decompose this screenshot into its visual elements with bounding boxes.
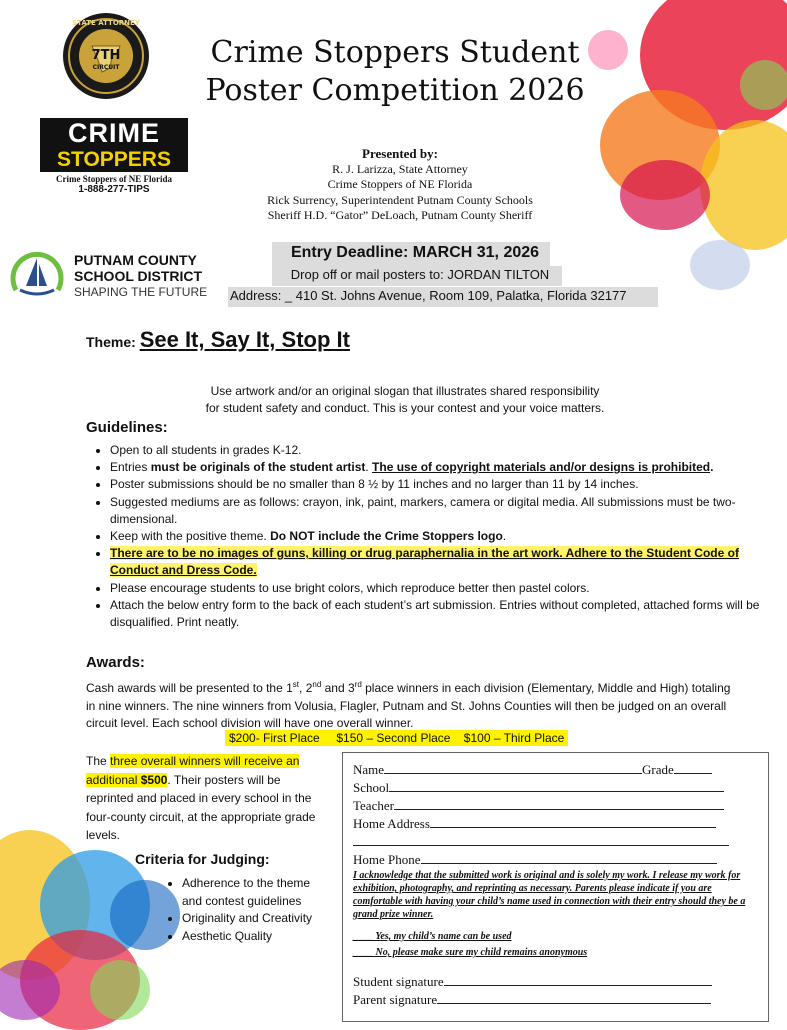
presenter-line: Sheriff H.D. “Gator” DeLoach, Putnam County Sheriff: [267, 208, 533, 222]
title-line-2: Poster Competition 2026: [205, 73, 585, 108]
crime-logo-word1: CRIME: [40, 118, 188, 148]
district-name-2: SCHOOL DISTRICT: [74, 268, 203, 284]
guidelines-heading: Guidelines:: [86, 419, 168, 436]
title-line-1: Crime Stoppers Student: [210, 35, 580, 70]
crime-logo-caption: Crime Stoppers of NE Florida: [56, 174, 172, 184]
mailing-address: Address: _ 410 St. Johns Avenue, Room 109, Palatka, Florida 32177: [230, 288, 627, 303]
prize-amounts: $200- First Place $150 – Second Place $100 – Third Place: [225, 730, 568, 746]
criteria-item: and contest guidelines: [182, 893, 302, 908]
criteria-heading: Criteria for Judging:: [135, 851, 270, 867]
name-field[interactable]: [384, 761, 642, 774]
seal-top-text: STATE ATTORNEY: [72, 19, 140, 27]
crime-stoppers-logo: [40, 118, 188, 195]
parent-signature-label: Parent signature: [353, 992, 438, 1007]
theme: [86, 327, 350, 353]
presented-heading: Presented by:: [362, 146, 438, 161]
criteria-item: • Adherence to the theme: [182, 875, 312, 893]
guideline-item: • Open to all students in grades K-12.: [110, 442, 780, 459]
awards-description: Cash awards will be presented to the 1st, 2nd and 3rd place winners in each division (Elementary, Middle and High) totaling in nine winners. The nine winners from Volusia, Flagler, Putnam and St. Johns Counties will then be judged on an overall circuit level. Each school division will have one overall winner.: [86, 680, 731, 730]
criteria-list: [168, 875, 312, 945]
criteria-item: • Aesthetic Quality: [182, 928, 312, 946]
student-signature-label: Student signature: [353, 974, 444, 989]
teacher-label: Teacher: [353, 798, 394, 813]
intro-line-1: Use artwork and/or an original slogan that illustrates shared responsibility: [210, 384, 600, 398]
consent-yes[interactable]: ____ Yes, my child’s name can be used: [353, 931, 512, 942]
home-address-field-2[interactable]: [353, 833, 729, 846]
name-label: Name: [353, 762, 385, 777]
guideline-item: • Keep with the positive theme. Do NOT include the Crime Stoppers logo.: [110, 528, 780, 545]
home-address-label: Home Address: [353, 816, 430, 831]
district-tagline: SHAPING THE FUTURE: [74, 285, 208, 299]
home-address-field[interactable]: [430, 815, 716, 828]
presenter-line: Crime Stoppers of NE Florida: [327, 177, 473, 191]
dropoff-instructions: Drop off or mail posters to: JORDAN TILTON: [290, 267, 550, 282]
intro-line-2: for student safety and conduct. This is your contest and your voice matters.: [205, 401, 605, 415]
guideline-item: • Entries must be originals of the student artist. The use of copyright materials and/or designs is prohibited.: [110, 459, 780, 476]
entry-deadline: Entry Deadline: MARCH 31, 2026: [290, 244, 540, 261]
awards-heading: Awards:: [86, 654, 145, 671]
seal-bottom-text: CIRCUIT: [92, 64, 120, 71]
teacher-field[interactable]: [394, 797, 724, 810]
district-name-1: PUTNAM COUNTY: [74, 252, 197, 268]
school-field[interactable]: [389, 779, 724, 792]
presented-by: [240, 146, 560, 224]
guideline-item: • Poster submissions should be no smaller than 8 ½ by 11 inches and no larger than 11 by 14 inches.: [110, 476, 780, 493]
intro-text: [170, 383, 640, 417]
crime-logo-phone: 1-888-277-TIPS: [78, 184, 150, 195]
grade-label: Grade: [642, 762, 674, 777]
student-signature-field[interactable]: [444, 973, 712, 986]
theme-value: See It, Say It, Stop It: [139, 327, 350, 352]
school-label: School: [353, 780, 390, 795]
grade-field[interactable]: [674, 761, 712, 774]
guideline-item: • There are to be no images of guns, killing or drug paraphernalia in the art work. Adhere to the Student Code of Conduct and Dress Code.: [110, 545, 780, 579]
state-attorney-seal: [62, 12, 150, 100]
presenter-line: Rick Surrency, Superintendent Putnam County Schools: [267, 192, 533, 207]
entry-form: [342, 752, 769, 1022]
overall-winners-text: The three overall winners will receive an additional $500. Their posters will be reprinted and placed in every school in the four-county circuit, at the appropriate grade levels.: [86, 754, 316, 842]
theme-label: Theme:: [86, 334, 140, 350]
home-phone-label: Home Phone: [353, 852, 421, 867]
crime-logo-word2: STOPPERS: [40, 148, 188, 172]
acknowledgement-text: I acknowledge that the submitted work is original and is solely my work. I release my work for exhibition, photography, and reprinting as necessary. Parents please indicate if you are comfortable with having your child’s name used in connection with their entry should they be a grand prize winner.: [353, 870, 746, 920]
school-district-logo: [8, 248, 223, 304]
guideline-item: • Please encourage students to use bright colors, which reproduce better then pastel colors.: [110, 580, 780, 597]
guidelines-list: [88, 442, 780, 631]
presenter-line: R. J. Larizza, State Attorney: [332, 161, 468, 176]
criteria-item: • Originality and Creativity: [182, 910, 312, 928]
guideline-item: • Attach the below entry form to the back of each student’s art submission. Entries without completed, attached forms will be disqualified. Print neatly.: [110, 597, 780, 631]
consent-no[interactable]: ____ No, please make sure my child remains anonymous: [353, 947, 588, 958]
home-phone-field[interactable]: [421, 851, 717, 864]
seal-mid-text: 7TH: [91, 48, 121, 63]
page-title: [170, 34, 620, 110]
guideline-item: • Suggested mediums are as follows: crayon, ink, paint, markers, camera or digital media. All submissions must be two-dimensional.: [110, 494, 780, 528]
parent-signature-field[interactable]: [437, 991, 711, 1004]
district-emblem-icon: [8, 250, 66, 302]
